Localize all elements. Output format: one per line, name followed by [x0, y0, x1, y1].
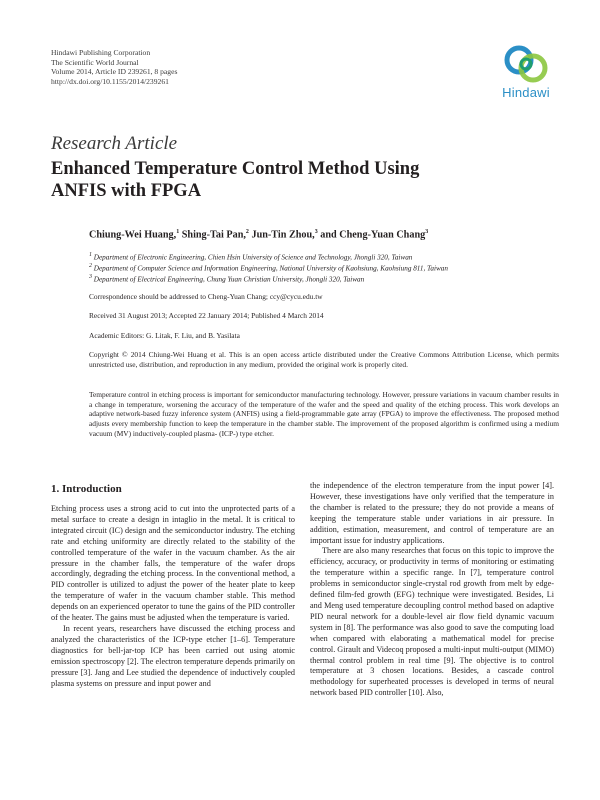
right-column: [310, 481, 554, 699]
paragraph: the independence of the electron temperature from the input power [4]. However, these investigations have only verified that the temperature in the chamber is related to the pressure; they do not provide a means of keeping the temperature stable under variations in air pressure. In addition, estimation, measurement, and control of temperature are an important issue for industry applications.: [310, 481, 554, 545]
affiliation-text: Department of Electronic Engineering, Chien Hsin University of Science and Technology, Jhongli 320, Taiwan: [93, 253, 413, 262]
section-heading: 1. Introduction: [51, 483, 122, 495]
title-line-2: ANFIS with FPGA: [51, 181, 202, 201]
author-name: and Cheng-Yuan Chang: [320, 229, 426, 241]
author-sup: 2: [245, 229, 249, 235]
title-line-1: Enhanced Temperature Control Method Using: [51, 159, 420, 179]
author-name: Chiung-Wei Huang,: [89, 229, 177, 241]
author-name: Jun-Tin Zhou,: [251, 229, 315, 241]
affiliation-sup: 2: [89, 263, 92, 269]
affiliation-sup: 3: [89, 274, 92, 280]
volume-info: Volume 2014, Article ID 239261, 8 pages: [51, 67, 178, 77]
affiliation-3: [89, 273, 559, 284]
left-column: [51, 504, 295, 689]
affiliation-2: [89, 262, 559, 273]
abstract: Temperature control in etching process is important for semiconductor manufacturing technology. However, pressure variations in vacuum chamber results in a change in temperature, worsening the accuracy of the temperature of the wafer and the speed and quality of the etching process. This work develops an adaptive network-based fuzzy inference system (ANFIS) using a field-programmable gate array (FPGA) to improve the effectiveness. The proposed method adjusts every membership function to keep the temperature in the chamber stable. The improvement of the proposed algorithm is confirmed using a medium vacuum (MV) inductively-coupled plasma- (ICP-) type etcher.: [89, 390, 559, 438]
author-list: [89, 229, 428, 240]
publisher-name: Hindawi Publishing Corporation: [51, 48, 151, 57]
affiliation-text: Department of Electrical Engineering, Chung Yuan Christian University, Jhongli 320, Taiwan: [93, 275, 365, 284]
paper-title: [51, 158, 551, 202]
affiliation-text: Department of Computer Science and Information Engineering, National University of Kaohsiung, Kaohsiung 811, Taiwan: [93, 264, 448, 273]
author-sup: 3: [425, 229, 429, 235]
copyright-notice: Copyright © 2014 Chiung-Wei Huang et al. This is an open access article distributed under the Creative Commons Attribution License, which permits unrestricted use, distribution, and reproduction in any medium, provided the original work is properly cited.: [89, 350, 559, 369]
academic-editors: Academic Editors: G. Litak, F. Liu, and B. Yasilata: [89, 331, 240, 340]
paragraph: In recent years, researchers have discussed the etching process and analyzed the characteristics of the ICP-type etcher [1–6]. Temperature diagnostics for bell-jar-top ICP has been carried out using atomic emission spectroscopy [2]. The electron temperature depends primarily on pressure [3]. Jang and Lee studied the dependence of inductively coupled plasma systems on pressure and input power and: [51, 623, 295, 688]
affiliation-sup: 1: [89, 252, 92, 258]
author-sup: 3: [314, 229, 318, 235]
logo-wordmark: Hindawi: [502, 85, 550, 100]
paragraph: Etching process uses a strong acid to cut into the unprotected parts of a metal surface to create a design in intaglio in the metal. It is critical to integrated circuit (IC) design and the semiconductor industry. The etching rate and etching uniformity are directly related to the stability of the controlled temperature of the wafer in the vacuum chamber. As the air pressure in the chamber falls, the temperature of the wafer drops accordingly, degrading the etching process. In the conventional method, a PID controller is utilized to adjust the power of the heater plate to keep the temperature of wafer in the vacuum chamber stable. This method depends on an experienced operator to tune the gains of the PID controller of the heater. The gains must be adjusted when the temperature is varied.: [51, 504, 295, 623]
correspondence: Correspondence should be addressed to Cheng-Yuan Chang; ccy@cycu.edu.tw: [89, 292, 323, 301]
doi-link[interactable]: http://dx.doi.org/10.1155/2014/239261: [51, 76, 169, 86]
publication-info: [51, 48, 311, 86]
hindawi-logo: [494, 44, 558, 106]
hindawi-logo-icon: [503, 44, 549, 84]
affiliation-1: [89, 251, 559, 262]
article-type: Research Article: [51, 133, 178, 154]
journal-name: The Scientific World Journal: [51, 57, 139, 67]
author-sup: 1: [176, 229, 180, 235]
author-name: Shing-Tai Pan,: [181, 229, 246, 241]
article-dates: Received 31 August 2013; Accepted 22 January 2014; Published 4 March 2014: [89, 311, 324, 320]
paragraph: There are also many researches that focus on this topic to improve the efficiency, accuracy, or productivity in terms of monitoring or estimating the temperature within a specific range. In [7], temperature control problems in semiconductor single-crystal rod growth from melt by edge-defined film-fed growth (EFG) technique were investigated. Besides, Li and Meng used temperature decoupling control method based on adaptive PID neural network for a double-level air flow field dynamic vacuum system in [8]. The performance was also good to save the computing load when compared with elaborating a mathematical model for precise control. Girault and Videcoq proposed a multi-input multi-output (MIMO) thermal control problem in real time [9]. The objective is to control temperature at 3 chosen locations. Besides, a cascade control methodology for superheated processes is developed in terms of neural network based PID controller [10]. Also,: [310, 546, 554, 698]
